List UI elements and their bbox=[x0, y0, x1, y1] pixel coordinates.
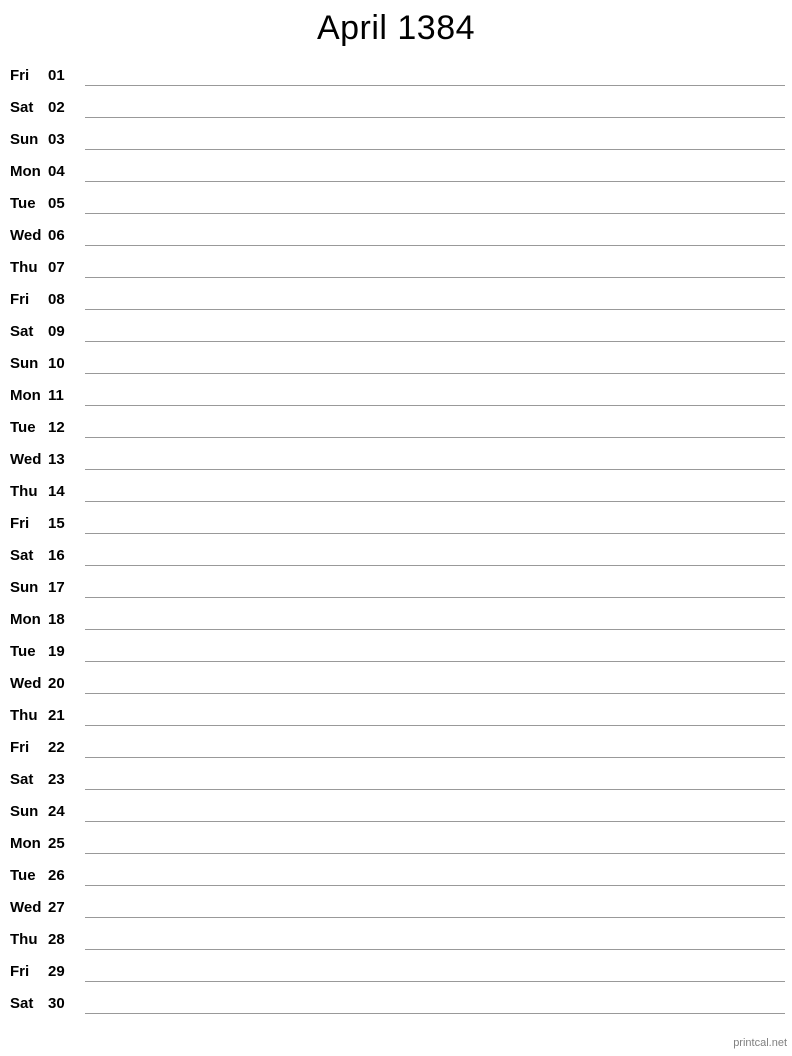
calendar-row bbox=[0, 92, 792, 124]
note-line bbox=[85, 501, 785, 502]
day-number: 04 bbox=[48, 163, 65, 180]
note-line bbox=[85, 693, 785, 694]
day-number: 13 bbox=[48, 451, 65, 468]
day-number: 30 bbox=[48, 995, 65, 1012]
note-line bbox=[85, 789, 785, 790]
day-number: 03 bbox=[48, 131, 65, 148]
weekday-label: Tue bbox=[10, 643, 36, 660]
note-line bbox=[85, 341, 785, 342]
calendar-row bbox=[0, 668, 792, 700]
calendar-row bbox=[0, 732, 792, 764]
day-number: 19 bbox=[48, 643, 65, 660]
day-number: 09 bbox=[48, 323, 65, 340]
day-number: 05 bbox=[48, 195, 65, 212]
calendar-row bbox=[0, 380, 792, 412]
calendar-row bbox=[0, 988, 792, 1020]
calendar-row bbox=[0, 124, 792, 156]
note-line bbox=[85, 533, 785, 534]
weekday-label: Wed bbox=[10, 899, 42, 916]
weekday-label: Fri bbox=[10, 67, 30, 84]
weekday-label: Sun bbox=[10, 355, 39, 372]
calendar-row bbox=[0, 284, 792, 316]
calendar-row bbox=[0, 956, 792, 988]
calendar-row bbox=[0, 636, 792, 668]
note-line bbox=[85, 117, 785, 118]
calendar-row bbox=[0, 796, 792, 828]
day-number: 14 bbox=[48, 483, 65, 500]
calendar-row bbox=[0, 828, 792, 860]
calendar-row bbox=[0, 924, 792, 956]
calendar-row bbox=[0, 412, 792, 444]
note-line bbox=[85, 469, 785, 470]
calendar-row bbox=[0, 604, 792, 636]
note-line bbox=[85, 373, 785, 374]
weekday-label: Wed bbox=[10, 227, 42, 244]
day-number: 22 bbox=[48, 739, 65, 756]
note-line bbox=[85, 757, 785, 758]
day-number: 16 bbox=[48, 547, 65, 564]
day-number: 01 bbox=[48, 67, 65, 84]
weekday-label: Mon bbox=[10, 163, 41, 180]
weekday-label: Thu bbox=[10, 259, 38, 276]
footer-credit: printcal.net bbox=[733, 1037, 787, 1049]
day-number: 17 bbox=[48, 579, 65, 596]
note-line bbox=[85, 1013, 785, 1014]
note-line bbox=[85, 981, 785, 982]
note-line bbox=[85, 661, 785, 662]
weekday-label: Fri bbox=[10, 739, 30, 756]
note-line bbox=[85, 149, 785, 150]
weekday-label: Tue bbox=[10, 419, 36, 436]
calendar-row bbox=[0, 316, 792, 348]
weekday-label: Sun bbox=[10, 803, 39, 820]
day-number: 28 bbox=[48, 931, 65, 948]
note-line bbox=[85, 245, 785, 246]
calendar-row bbox=[0, 892, 792, 924]
weekday-label: Thu bbox=[10, 707, 38, 724]
calendar-row bbox=[0, 348, 792, 380]
calendar-rows bbox=[0, 60, 792, 1020]
weekday-label: Wed bbox=[10, 451, 42, 468]
calendar-row bbox=[0, 508, 792, 540]
calendar-row bbox=[0, 220, 792, 252]
weekday-label: Sat bbox=[10, 323, 34, 340]
calendar-row bbox=[0, 476, 792, 508]
note-line bbox=[85, 853, 785, 854]
day-number: 08 bbox=[48, 291, 65, 308]
weekday-label: Sat bbox=[10, 995, 34, 1012]
weekday-label: Mon bbox=[10, 387, 41, 404]
weekday-label: Thu bbox=[10, 931, 38, 948]
weekday-label: Tue bbox=[10, 195, 36, 212]
weekday-label: Sat bbox=[10, 99, 34, 116]
note-line bbox=[85, 629, 785, 630]
day-number: 11 bbox=[48, 387, 64, 404]
day-number: 18 bbox=[48, 611, 65, 628]
day-number: 02 bbox=[48, 99, 65, 116]
day-number: 15 bbox=[48, 515, 65, 532]
note-line bbox=[85, 213, 785, 214]
day-number: 20 bbox=[48, 675, 65, 692]
calendar-row bbox=[0, 188, 792, 220]
note-line bbox=[85, 85, 785, 86]
day-number: 24 bbox=[48, 803, 65, 820]
day-number: 07 bbox=[48, 259, 65, 276]
weekday-label: Fri bbox=[10, 515, 30, 532]
note-line bbox=[85, 437, 785, 438]
day-number: 26 bbox=[48, 867, 65, 884]
weekday-label: Mon bbox=[10, 835, 41, 852]
note-line bbox=[85, 821, 785, 822]
weekday-label: Sat bbox=[10, 771, 34, 788]
note-line bbox=[85, 725, 785, 726]
weekday-label: Wed bbox=[10, 675, 42, 692]
calendar-row bbox=[0, 860, 792, 892]
weekday-label: Sat bbox=[10, 547, 34, 564]
calendar-row bbox=[0, 156, 792, 188]
note-line bbox=[85, 597, 785, 598]
day-number: 12 bbox=[48, 419, 65, 436]
note-line bbox=[85, 565, 785, 566]
note-line bbox=[85, 885, 785, 886]
calendar-row bbox=[0, 700, 792, 732]
day-number: 25 bbox=[48, 835, 65, 852]
note-line bbox=[85, 917, 785, 918]
day-number: 10 bbox=[48, 355, 65, 372]
note-line bbox=[85, 405, 785, 406]
weekday-label: Tue bbox=[10, 867, 36, 884]
calendar-row bbox=[0, 60, 792, 92]
note-line bbox=[85, 181, 785, 182]
calendar-row bbox=[0, 252, 792, 284]
day-number: 27 bbox=[48, 899, 65, 916]
calendar-row bbox=[0, 572, 792, 604]
weekday-label: Sun bbox=[10, 131, 39, 148]
note-line bbox=[85, 309, 785, 310]
calendar-row bbox=[0, 444, 792, 476]
weekday-label: Fri bbox=[10, 291, 30, 308]
calendar-row bbox=[0, 540, 792, 572]
weekday-label: Thu bbox=[10, 483, 38, 500]
weekday-label: Mon bbox=[10, 611, 41, 628]
note-line bbox=[85, 949, 785, 950]
note-line bbox=[85, 277, 785, 278]
page-title: April 1384 bbox=[316, 9, 476, 47]
day-number: 21 bbox=[48, 707, 65, 724]
weekday-label: Fri bbox=[10, 963, 30, 980]
calendar-row bbox=[0, 764, 792, 796]
weekday-label: Sun bbox=[10, 579, 39, 596]
day-number: 29 bbox=[48, 963, 65, 980]
day-number: 06 bbox=[48, 227, 65, 244]
day-number: 23 bbox=[48, 771, 65, 788]
